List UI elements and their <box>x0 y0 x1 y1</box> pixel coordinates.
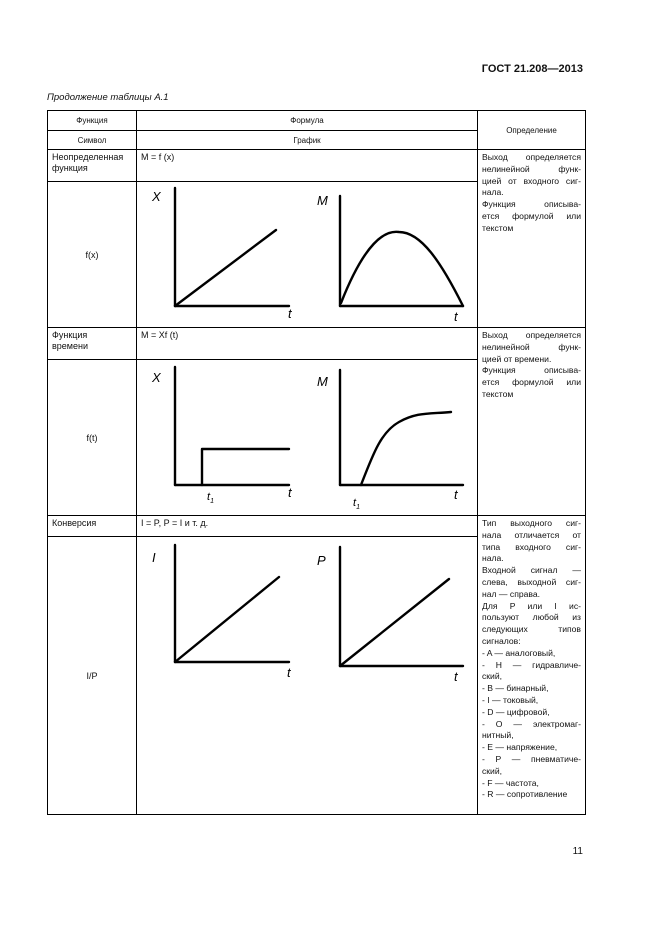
row1-symbol: f(x) <box>48 182 137 328</box>
header-symbol: Символ <box>48 131 137 150</box>
left-x-label: t <box>288 306 292 321</box>
graph-time-function <box>137 360 478 515</box>
row1-graph <box>137 182 478 328</box>
row3-symbol: I/P <box>48 537 137 815</box>
graph-undefined-function <box>137 182 478 327</box>
right-line <box>340 579 449 666</box>
right-curve <box>341 232 463 306</box>
right-x-label: t <box>454 487 458 502</box>
table-caption: Продолжение таблицы А.1 <box>47 92 169 103</box>
left-y-label: I <box>152 550 156 565</box>
row1-formula: M = f (x) <box>137 150 478 182</box>
right-x-label: t <box>454 309 458 324</box>
left-y-label: X <box>152 189 161 204</box>
left-x-label: t <box>287 665 291 680</box>
right-curve <box>361 412 451 485</box>
row2-name: Функция времени <box>48 328 137 360</box>
right-y-label: M <box>317 374 328 389</box>
page-number: 11 <box>572 846 583 857</box>
header-formula: Формула <box>137 111 478 131</box>
right-t1-label: $t_1$ <box>353 497 360 511</box>
document-code: ГОСТ 21.208—2013 <box>481 63 583 75</box>
row3-definition: Тип выходного сиг- нала отличается от типа входного сиг- нала. Входной сигнал — слева, выходной сиг- нал — справа. Для P или I ис- пользуют любой из следующих типов сигналов: - A — аналоговый, - H — гидравличе- ский, - B — бинарный, - I — токовый, - D — цифровой, - O — электромаг- нитный, - E — напряжение, - P — пневматиче- ский, - F — частота, - R — сопротивление <box>478 516 586 815</box>
row3-name: Конверсия <box>48 516 137 537</box>
header-function: Функция <box>48 111 137 131</box>
right-y-label: P <box>317 553 326 568</box>
graph-conversion <box>137 537 478 797</box>
left-y-label: X <box>152 370 161 385</box>
left-step <box>202 449 289 485</box>
left-x-label: t <box>288 485 292 500</box>
row2-graph <box>137 360 478 516</box>
right-x-label: t <box>454 669 458 684</box>
row2-definition: Выход определяется нелинейной функ- цией от времени. Функция описыва- ется формулой или текстом <box>478 328 586 516</box>
left-line <box>175 230 276 306</box>
row3-graph <box>137 537 478 815</box>
row3-formula: I = P, P = I и т. д. <box>137 516 478 537</box>
left-line <box>175 577 279 662</box>
function-table <box>47 110 586 815</box>
header-definition: Определение <box>478 111 586 150</box>
row2-formula: M = Xf (t) <box>137 328 478 360</box>
row1-definition: Выход определяется нелинейной функ- цией от входного сиг- нала. Функция описыва- ется формулой или текстом <box>478 150 586 328</box>
header-graph: График <box>137 131 478 150</box>
row2-symbol: f(t) <box>48 360 137 516</box>
left-t1-label: $t_1$ <box>207 491 214 505</box>
right-y-label: M <box>317 193 328 208</box>
row1-name: Неопределенная функция <box>48 150 137 182</box>
